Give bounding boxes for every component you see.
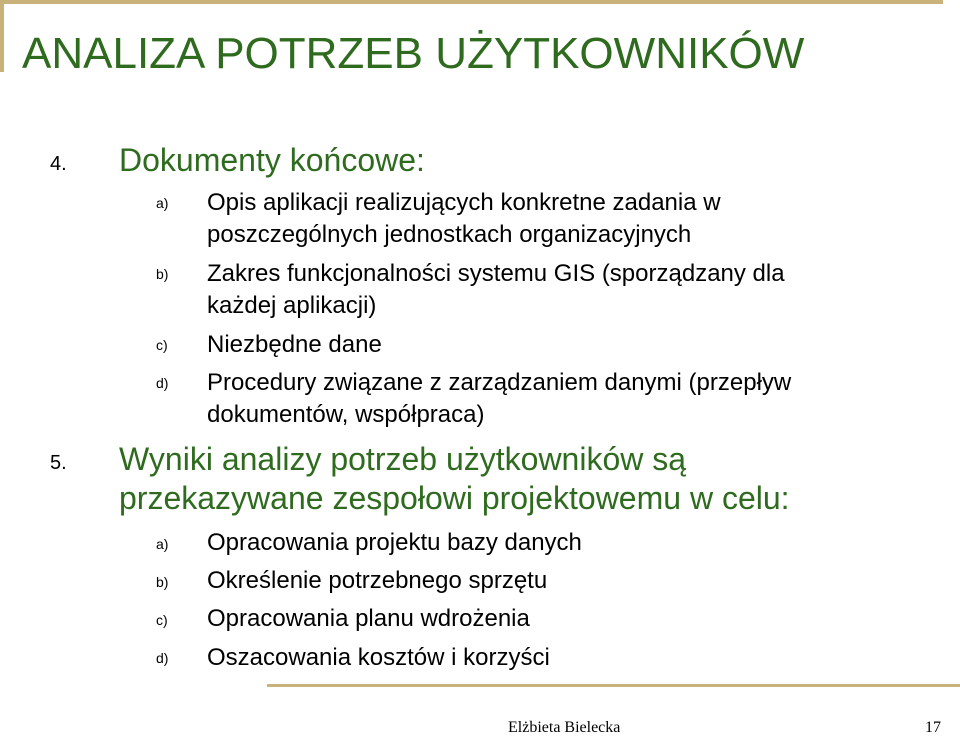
- frame-left-border: [0, 0, 4, 72]
- item-marker: a): [156, 536, 169, 552]
- item-text: Określenie potrzebnego sprzętu: [207, 567, 548, 594]
- item-text-line: każdej aplikacji): [207, 292, 377, 319]
- section-heading-line: Wyniki analizy potrzeb użytkowników są: [119, 441, 687, 477]
- item-text: Opracowania planu wdrożenia: [207, 605, 530, 632]
- item-text-line: Zakres funkcjonalności systemu GIS (sporządzany dla: [207, 260, 785, 287]
- frame-top-border: [0, 0, 943, 4]
- item-marker: c): [156, 337, 168, 353]
- item-text-line: Procedury związane z zarządzaniem danymi (przepływ: [207, 369, 792, 396]
- section-heading: Dokumenty końcowe:: [119, 142, 425, 178]
- item-marker: c): [156, 612, 168, 628]
- item-marker: d): [156, 375, 169, 391]
- item-text-line: Niezbędne dane: [207, 331, 382, 358]
- item-marker: d): [156, 650, 169, 666]
- footer-author: Elżbieta Bielecka: [508, 719, 621, 736]
- item-text: Oszacowania kosztów i korzyści: [207, 644, 550, 671]
- item-marker: b): [156, 574, 169, 590]
- item-text: Opracowania projektu bazy danych: [207, 529, 582, 556]
- item-text-line: dokumentów, współpraca): [207, 401, 485, 428]
- item-text-line: Opis aplikacji realizujących konkretne zadania w: [207, 189, 721, 216]
- section-number: 4.: [50, 153, 67, 175]
- page-number: 17: [925, 719, 941, 736]
- section-number: 5.: [50, 452, 67, 474]
- footer-divider: [267, 684, 960, 687]
- item-text-line: poszczególnych jednostkach organizacyjnych: [207, 221, 692, 248]
- slide-title: ANALIZA POTRZEB UŻYTKOWNIKÓW: [22, 29, 805, 78]
- item-marker: b): [156, 266, 169, 282]
- section-heading-line: przekazywane zespołowi projektowemu w celu:: [119, 480, 790, 516]
- item-marker: a): [156, 195, 169, 211]
